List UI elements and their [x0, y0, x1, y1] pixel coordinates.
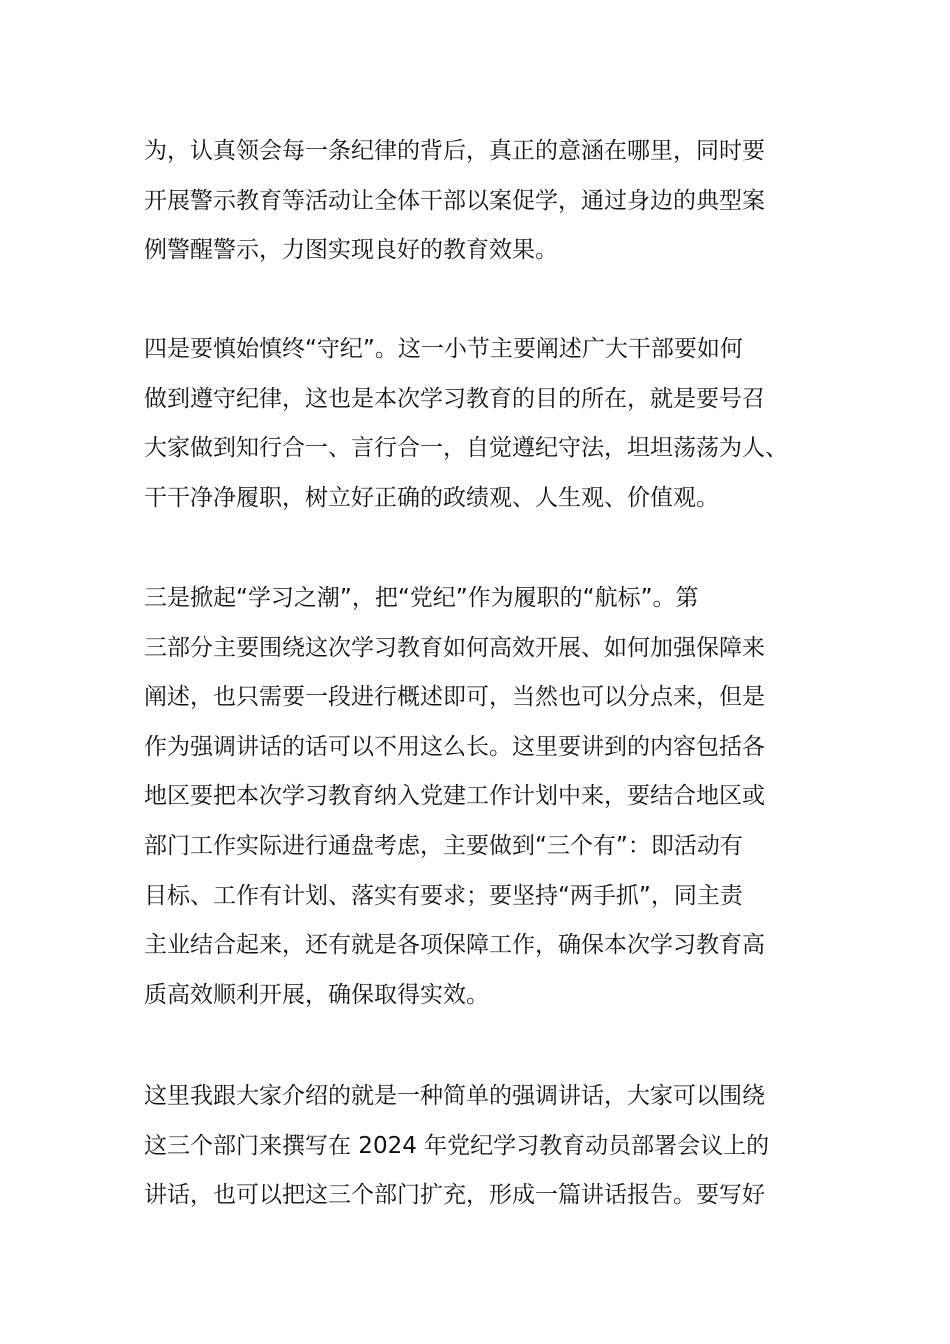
- text-line: 质高效顺利开展，确保取得实效。: [144, 981, 489, 1008]
- text-line: 部门工作实际进行通盘考虑，主要做到“三个有”：即活动有: [144, 832, 743, 859]
- paragraph-4: [144, 1072, 844, 1221]
- text-line: 作为强调讲话的话可以不用这么长。这里要讲到的内容包括各: [144, 733, 765, 760]
- text-line: 大家做到知行合一、言行合一，自觉遵纪守法，坦坦荡荡为人、: [144, 435, 788, 462]
- text-line: 干干净净履职，树立好正确的政绩观、人生观、价值观。: [144, 484, 719, 511]
- text-line: 做到遵守纪律，这也是本次学习教育的目的所在，就是要号召: [144, 385, 765, 412]
- paragraph-1: [144, 127, 844, 276]
- text-line: 目标、工作有计划、落实有要求；要坚持“两手抓”，同主责: [144, 882, 743, 909]
- text-line: 为，认真领会每一条纪律的背后，真正的意涵在哪里，同时要: [144, 138, 765, 164]
- text-line: 地区要把本次学习教育纳入党建工作计划中来，要结合地区或: [144, 783, 765, 810]
- paragraph-3: [144, 574, 844, 1020]
- text-line: 这三个部门来撰写在 2024 年党纪学习教育动员部署会议上的: [144, 1132, 770, 1159]
- paragraph-2: [144, 325, 844, 523]
- text-line: 讲话，也可以把这三个部门扩充，形成一篇讲话报告。要写好: [144, 1182, 765, 1209]
- text-line: 四是要慎始慎终“守纪”。这一小节主要阐述广大干部要如何: [144, 336, 743, 362]
- text-line: 三部分主要围绕这次学习教育如何高效开展、如何加强保障来: [144, 634, 765, 661]
- text-line: 例警醒警示，力图实现良好的教育效果。: [144, 237, 558, 264]
- text-line: 阐述，也只需要一段进行概述即可，当然也可以分点来，但是: [144, 684, 765, 711]
- text-line: 这里我跟大家介绍的就是一种简单的强调讲话，大家可以围绕: [144, 1083, 765, 1109]
- text-line: 开展警示教育等活动让全体干部以案促学，通过身边的典型案: [144, 187, 765, 214]
- text-line: 主业结合起来，还有就是各项保障工作，确保本次学习教育高: [144, 932, 765, 959]
- text-line: 三是掀起“学习之潮”，把“党纪”作为履职的“航标”。第: [144, 585, 699, 611]
